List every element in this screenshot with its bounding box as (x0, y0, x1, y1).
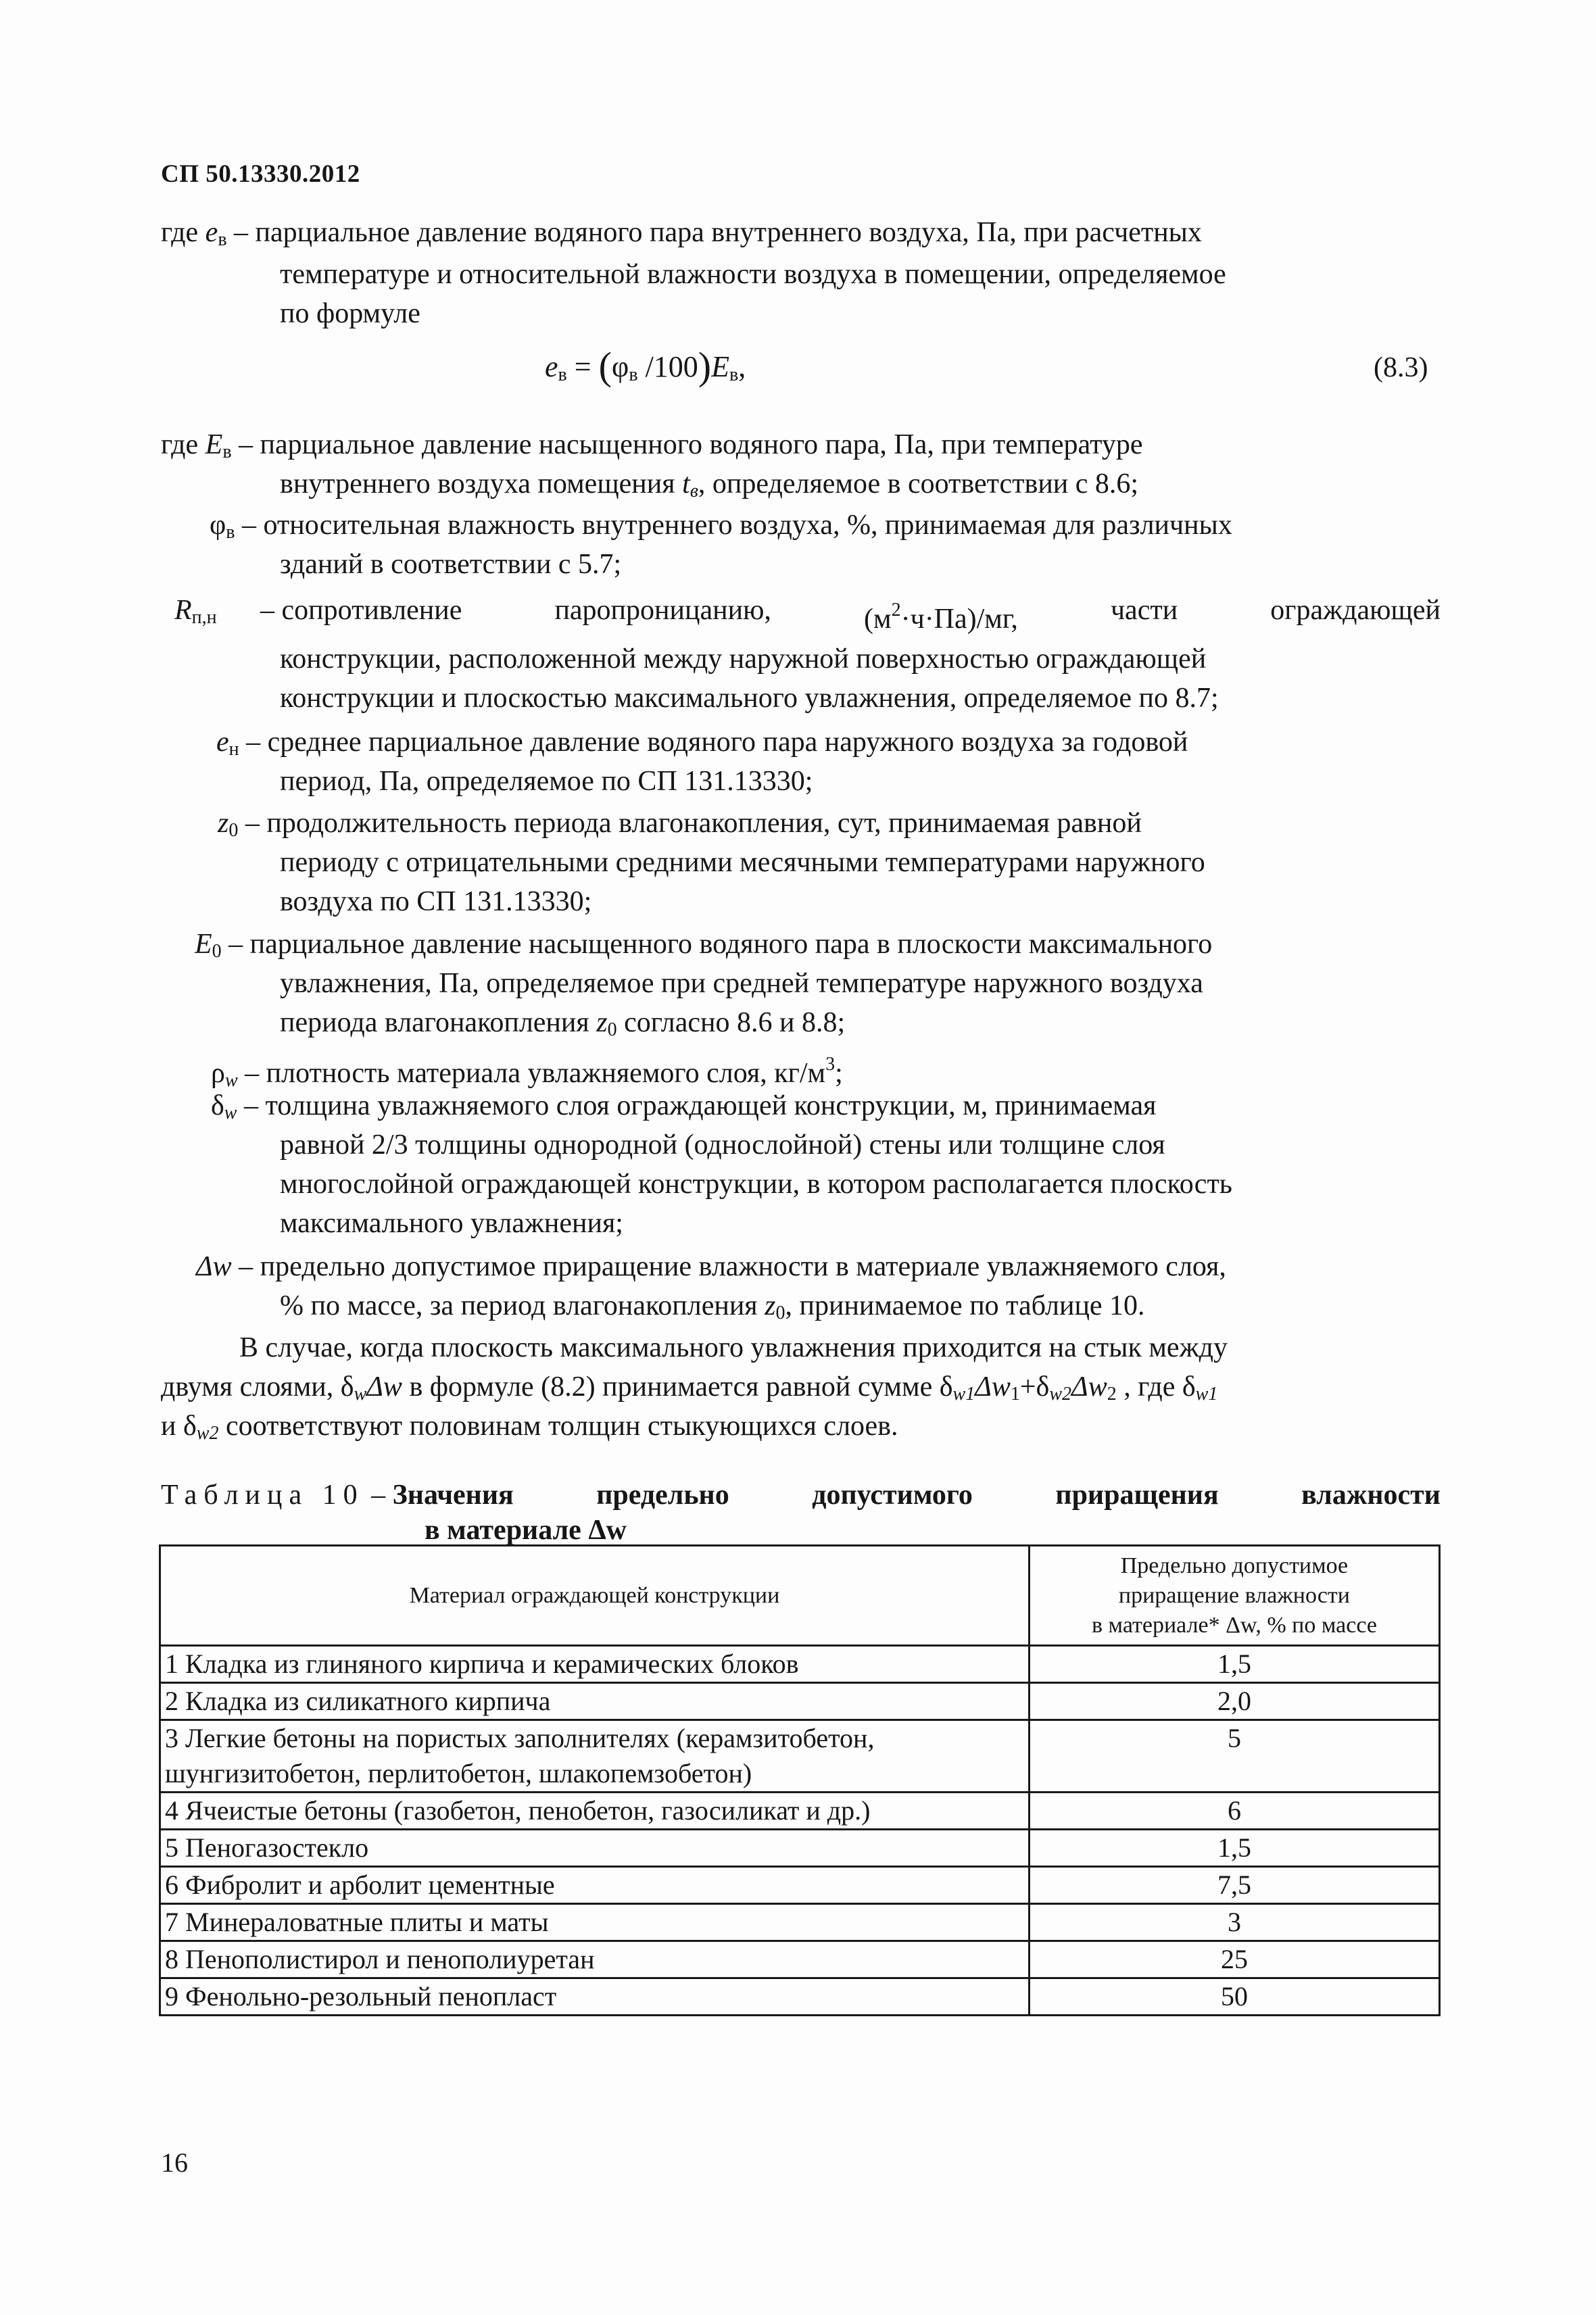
col-header-line: в материале* Δw, % по массе (1091, 1612, 1377, 1638)
def-symbol-sub: 0 (228, 820, 239, 841)
def-symbol: Δw (196, 1251, 232, 1282)
def-line (280, 1005, 845, 1048)
def-line-justified (260, 593, 1441, 637)
para-text: и δ (161, 1411, 197, 1442)
def-symbol-sub: в (222, 441, 232, 462)
value-cell: 6 (1029, 1793, 1439, 1830)
intro-lead: где (161, 217, 199, 248)
material-cell (160, 1978, 1030, 2016)
material-text: шунгизитобетон, перлитобетон, шлакопемзобетон) (165, 1758, 752, 1788)
def-symbol-sub: п,н (191, 607, 217, 628)
def-line (210, 508, 1232, 550)
caption-lead (161, 1478, 514, 1513)
para-text: +δ (1019, 1371, 1050, 1403)
def-word: (м (864, 604, 892, 635)
def-line: периоду с отрицательными средними месячными температурами наружного (280, 847, 1205, 878)
def-symbol: R (174, 595, 192, 626)
caption-word: приращения (1055, 1480, 1219, 1511)
def-text: согласно 8.6 и 8.8; (616, 1007, 846, 1038)
material-cell (160, 1720, 1030, 1793)
def-text: , определяемое в соответствии с 8.6; (698, 468, 1139, 499)
formula-rhs: E (711, 350, 730, 383)
def-inline-symbol-sub: 0 (607, 1019, 617, 1040)
formula-8-3: $e_в = (\varphi_в$ $/100)E_в$, (545, 344, 746, 388)
material-text: 2 Кладка из силикатного кирпича (165, 1686, 551, 1716)
def-line (196, 1249, 1226, 1284)
material-text: 9 Фенольно-резольный пенопласт (165, 1981, 557, 2012)
table-row (160, 1793, 1440, 1830)
table-row (160, 1830, 1440, 1867)
def-text: ; (835, 1058, 843, 1089)
def-word: паропроницанию, (554, 595, 771, 626)
def-inline-symbol-sub: 0 (775, 1302, 785, 1323)
material-cell (160, 1793, 1030, 1830)
material-text: 3 Легкие бетоны на пористых заполнителях (керамзитобетон, (165, 1723, 875, 1753)
def-line: период, Па, определяемое по СП 131.13330; (280, 766, 813, 797)
def-text: внутреннего воздуха помещения (280, 468, 675, 499)
para-text: в формуле (8.2) принимается равной сумме δ (402, 1371, 953, 1403)
table-row (160, 1978, 1440, 2016)
caption-word: предельно (596, 1480, 729, 1511)
material-cell (160, 1904, 1030, 1941)
col-header-line: приращение влажности (1118, 1582, 1350, 1608)
def-text: – парциальное давление насыщенного водяного пара в плоскости максимального (228, 929, 1213, 960)
formula-phi-sub: в (629, 364, 638, 385)
para-text: , где δ (1116, 1371, 1196, 1403)
def-line (280, 1288, 1145, 1331)
def-line (211, 1088, 1156, 1131)
def-line: многослойной ограждающей конструкции, в котором располагается плоскость (280, 1169, 1232, 1200)
def-symbol-sub: н (228, 739, 239, 760)
para-text: двумя слоями, δ (161, 1371, 354, 1403)
def-text: – предельно допустимое приращение влажности в материале увлажняемого слоя, (239, 1251, 1226, 1282)
formula-lhs-sub: в (558, 364, 567, 385)
def-lead: где (161, 429, 199, 460)
caption-word: допустимого (812, 1480, 973, 1511)
para-symbol: Δw (366, 1371, 402, 1403)
def-line: увлажнения, Па, определяемое при средней температуре наружного воздуха (280, 968, 1203, 999)
def-symbol: ρ (211, 1058, 225, 1089)
def-symbol: E (205, 429, 223, 460)
def-unit (864, 593, 1018, 637)
material-cell (160, 1941, 1030, 1978)
def-text: % по массе, за период влагонакопления (280, 1290, 758, 1321)
def-line: равной 2/3 толщины однородной (однослойной) стены или толщине слоя (280, 1129, 1165, 1161)
def-symbol-sub: w (224, 1070, 238, 1091)
table-row (160, 1683, 1440, 1720)
material-text: 5 Пеногазостекло (165, 1832, 369, 1863)
table-header-row (160, 1546, 1440, 1646)
table-caption (161, 1478, 1441, 1548)
caption-dash: – (364, 1480, 393, 1511)
def-symbol-sub: w (224, 1102, 237, 1123)
caption-label: Таблица 10 (161, 1480, 364, 1511)
paragraph-line-2: двумя слоями, δwΔw в формуле (8.2) принимается равной сумме $\delta w1\Delta w_1+\delta w2\Delta w_2$ , где δw1 (161, 1371, 1218, 1405)
def-text: , принимаемое по таблице 10. (785, 1290, 1145, 1321)
table-row (160, 1867, 1440, 1904)
def-text: периода влагонакопления (280, 1007, 589, 1038)
formula-phi: φ (611, 350, 629, 383)
def-superscript: 2 (891, 600, 901, 620)
material-cell (160, 1830, 1030, 1867)
material-text: 6 Фибролит и арболит цементные (165, 1870, 555, 1900)
value-cell: 5 (1029, 1720, 1439, 1793)
formula-divisor: /100 (637, 350, 698, 383)
def-symbol: z (218, 808, 229, 839)
intro-symbol-sub: в (218, 229, 227, 250)
def-line: воздуха по СП 131.13330; (280, 886, 592, 917)
material-text: 8 Пенополистирол и пенополиуретан (165, 1944, 595, 1974)
material-text: 4 Ячеистые бетоны (газобетон, пенобетон, газосиликат и др.) (165, 1795, 871, 1826)
value-cell: 2,0 (1029, 1683, 1439, 1720)
table-row (160, 1941, 1440, 1978)
col-header-line: Предельно допустимое (1120, 1553, 1349, 1578)
value-cell: 25 (1029, 1941, 1439, 1978)
caption-line-2: в материале Δw (425, 1515, 627, 1546)
paragraph-line-1: В случае, когда плоскость максимального увлажнения приходится на стык между (239, 1332, 1228, 1363)
def-text: – продолжительность периода влагонакопления, сут, принимаемая равной (245, 808, 1142, 839)
def-word: ограждающей (1270, 595, 1441, 626)
formula-rhs-sub: в (729, 364, 739, 385)
intro-symbol: e (205, 217, 218, 248)
intro-line-3: по формуле (280, 298, 420, 329)
def-line: зданий в соответствии с 5.7; (280, 549, 622, 580)
formula-equals: = (566, 350, 599, 383)
value-cell: 7,5 (1029, 1867, 1439, 1904)
caption-word: Значения (392, 1480, 514, 1511)
def-symbol: δ (211, 1090, 224, 1121)
formula-lhs: e (545, 350, 558, 383)
moisture-table (159, 1544, 1441, 2016)
value-cell: 1,5 (1029, 1646, 1439, 1683)
def-word: – сопротивление (260, 595, 462, 626)
col-header-material: Материал ограждающей конструкции (160, 1546, 1030, 1646)
col-header-moisture (1029, 1546, 1439, 1646)
def-line (216, 725, 1188, 767)
table-body (160, 1646, 1440, 2016)
def-symbol: e (216, 727, 229, 758)
def-symbol: E (195, 929, 212, 960)
para-text: соответствуют половинам толщин стыкующихся слоев. (218, 1411, 898, 1442)
def-text: – плотность материала увлажняемого слоя, кг/м (245, 1058, 826, 1089)
def-line: конструкции, расположенной между наружной поверхностью ограждающей (280, 643, 1207, 675)
value-cell: 3 (1029, 1904, 1439, 1941)
material-cell (160, 1683, 1030, 1720)
def-line: максимального увлажнения; (280, 1208, 623, 1239)
def-line (195, 927, 1212, 969)
paragraph-line-3: и δw2 соответствуют половинам толщин стыкующихся слоев. (161, 1411, 898, 1444)
document-header: СП 50.13330.2012 (161, 160, 360, 188)
equation-number: (8.3) (1374, 352, 1428, 383)
def-line (280, 466, 1138, 509)
para-symbol: Δw (975, 1371, 1011, 1403)
def-text: – среднее парциальное давление водяного пара наружного воздуха за годовой (246, 727, 1188, 758)
table-row (160, 1720, 1440, 1793)
def-inline-symbol: z (596, 1007, 608, 1038)
def-inline-symbol-sub: в (690, 481, 698, 502)
value-cell: 1,5 (1029, 1830, 1439, 1867)
def-superscript: 3 (825, 1054, 836, 1075)
material-text: 1 Кладка из глиняного кирпича и керамических блоков (165, 1649, 799, 1679)
def-line (174, 593, 217, 635)
intro-line-1 (161, 215, 1202, 258)
material-cell (160, 1867, 1030, 1904)
def-text: – парциальное давление насыщенного водяного пара, Па, при температуре (239, 429, 1143, 460)
value-cell: 50 (1029, 1978, 1439, 2016)
def-symbol-sub: в (226, 522, 235, 543)
def-line: конструкции и плоскостью максимального увлажнения, определяемое по 8.7; (280, 683, 1219, 714)
def-line (161, 427, 1143, 470)
para-symbol: Δw (1071, 1371, 1107, 1403)
table-row (160, 1904, 1440, 1941)
def-text: – относительная влажность внутреннего воздуха, %, принимаемая для различных (241, 510, 1232, 541)
def-text: – толщина увлажняемого слоя ограждающей конструкции, м, принимаемая (243, 1090, 1157, 1121)
def-word: ·ч·Па)/мг, (900, 604, 1018, 635)
formula-comma: , (738, 350, 746, 383)
def-symbol-sub: 0 (212, 941, 222, 962)
def-line (218, 806, 1142, 848)
table-row (160, 1646, 1440, 1683)
intro-line-2: температуре и относительной влажности воздуха в помещении, определяемое (280, 259, 1226, 290)
caption-word: влажности (1301, 1480, 1441, 1511)
def-inline-symbol: z (765, 1290, 776, 1321)
material-text: 7 Минераловатные плиты и маты (165, 1907, 549, 1937)
page-number: 16 (161, 2147, 188, 2178)
def-symbol: φ (210, 510, 226, 541)
def-word: части (1110, 595, 1178, 626)
def-inline-symbol: t (682, 468, 690, 499)
material-cell (160, 1646, 1030, 1683)
intro-text-1: – парциальное давление водяного пара внутреннего воздуха, Па, при расчетных (234, 217, 1202, 248)
